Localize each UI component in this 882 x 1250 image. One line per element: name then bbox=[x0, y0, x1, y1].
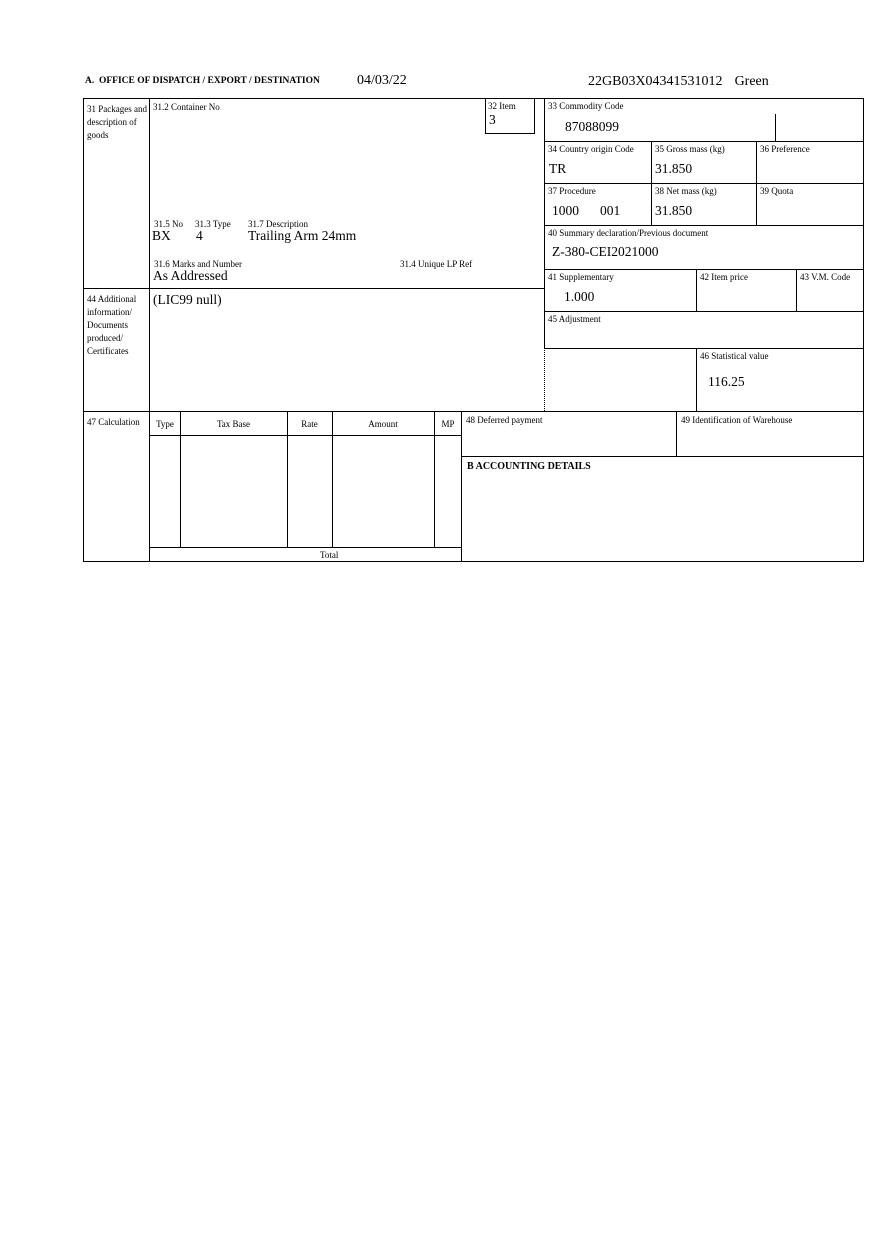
box-46-value: 116.25 bbox=[708, 374, 745, 389]
box-31-7-label: 31.7 Description bbox=[248, 219, 308, 229]
box-38-label: 38 Net mass (kg) bbox=[655, 186, 717, 196]
box-38-net-mass bbox=[651, 183, 756, 225]
box-45-adjustment bbox=[544, 311, 863, 348]
column-header-type: Type bbox=[156, 419, 174, 429]
box-48-deferred-payment bbox=[461, 411, 676, 456]
total-label: Total bbox=[320, 550, 339, 560]
box-42-item-price bbox=[696, 269, 796, 311]
box-37-value2: 001 bbox=[600, 203, 621, 218]
box-44-label: 44 Additional information/ Documents produced/ Certificates bbox=[87, 294, 137, 356]
column-header-tax-base: Tax Base bbox=[216, 419, 251, 429]
box-37-label: 37 Procedure bbox=[548, 186, 596, 196]
box-47-label-cell bbox=[84, 411, 149, 561]
box-43-label: 43 V.M. Code bbox=[800, 272, 851, 282]
table-column-divider bbox=[434, 412, 435, 547]
table-column-divider bbox=[332, 412, 333, 547]
column-header-rate: Rate bbox=[301, 419, 318, 429]
box-b-accounting-details bbox=[461, 456, 863, 561]
calculation-table bbox=[149, 411, 461, 561]
box-40-label: 40 Summary declaration/Previous document bbox=[548, 228, 709, 238]
movement-reference-number: 22GB03X04341531012 bbox=[588, 74, 723, 89]
statistical-open-area bbox=[544, 348, 696, 411]
box-41-value: 1.000 bbox=[564, 289, 595, 304]
column-header-amount: Amount bbox=[368, 419, 398, 429]
box-35-gross-mass bbox=[651, 141, 756, 183]
box-35-label: 35 Gross mass (kg) bbox=[655, 144, 725, 154]
box-42-label: 42 Item price bbox=[700, 272, 748, 282]
box-48-label: 48 Deferred payment bbox=[466, 415, 543, 425]
box-38-value: 31.850 bbox=[655, 203, 693, 218]
box-31-label-cell bbox=[84, 99, 149, 288]
box-31-4-label: 31.4 Unique LP Ref bbox=[400, 259, 473, 269]
column-header-mp: MP bbox=[441, 419, 455, 429]
box-44-value: (LIC99 null) bbox=[153, 292, 222, 307]
box-31-6-value: As Addressed bbox=[153, 268, 228, 283]
box-31-2-label: 31.2 Container No bbox=[153, 102, 220, 112]
box-36-label: 36 Preference bbox=[760, 144, 810, 154]
box-31-7-value: Trailing Arm 24mm bbox=[248, 228, 357, 243]
box-32-value: 3 bbox=[489, 112, 496, 127]
box-47-label: 47 Calculation bbox=[87, 417, 140, 427]
box-34-country-origin bbox=[544, 141, 651, 183]
box-40-value: Z-380-CEI2021000 bbox=[552, 244, 659, 259]
box-49-label: 49 Identification of Warehouse bbox=[681, 415, 793, 425]
reference-block bbox=[588, 74, 769, 90]
box-b-label: B ACCOUNTING DETAILS bbox=[467, 461, 591, 472]
box-31-5-label: 31.5 No bbox=[154, 219, 183, 229]
box-33-commodity-code bbox=[544, 99, 863, 141]
box-41-supplementary bbox=[544, 269, 696, 311]
box-32-item bbox=[485, 99, 535, 134]
box-31-3-value: 4 bbox=[196, 228, 203, 243]
box-37-value: 1000 bbox=[552, 203, 579, 218]
table-total-divider bbox=[150, 547, 462, 548]
box-35-value: 31.850 bbox=[655, 161, 693, 176]
box-39-quota bbox=[756, 183, 863, 225]
box-45-label: 45 Adjustment bbox=[548, 314, 601, 324]
commodity-code-divider bbox=[775, 114, 776, 141]
section-a-office-label: A. OFFICE OF DISPATCH / EXPORT / DESTINATION bbox=[85, 76, 320, 86]
box-46-label: 46 Statistical value bbox=[700, 351, 769, 361]
box-36-preference bbox=[756, 141, 863, 183]
box-49-warehouse bbox=[676, 411, 863, 456]
box-31-6-label: 31.6 Marks and Number bbox=[154, 259, 242, 269]
box-44-additional-info bbox=[149, 288, 544, 411]
box-34-label: 34 Country origin Code bbox=[548, 144, 634, 154]
declaration-date: 04/03/22 bbox=[357, 73, 407, 88]
box-31-5-value: BX bbox=[152, 228, 171, 243]
box-37-procedure bbox=[544, 183, 651, 225]
box-34-value: TR bbox=[549, 161, 567, 176]
box-40-summary-declaration bbox=[544, 225, 863, 269]
box-43-vm-code bbox=[796, 269, 863, 311]
box-44-label-cell bbox=[84, 288, 149, 411]
box-46-statistical-value bbox=[696, 348, 863, 411]
table-column-divider bbox=[287, 412, 288, 547]
box-33-label: 33 Commodity Code bbox=[548, 101, 624, 111]
box-39-label: 39 Quota bbox=[760, 186, 794, 196]
box-31-packages bbox=[149, 99, 544, 288]
box-41-label: 41 Supplementary bbox=[548, 272, 614, 282]
box-33-value: 87088099 bbox=[565, 119, 619, 134]
box-31-label: 31 Packages and description of goods bbox=[87, 104, 147, 140]
box-31-3-label: 31.3 Type bbox=[195, 219, 231, 229]
form-grid bbox=[83, 98, 864, 562]
table-header-divider bbox=[150, 435, 462, 436]
routing-status: Green bbox=[734, 74, 769, 89]
box-32-label: 32 Item bbox=[488, 101, 516, 111]
table-column-divider bbox=[180, 412, 181, 547]
